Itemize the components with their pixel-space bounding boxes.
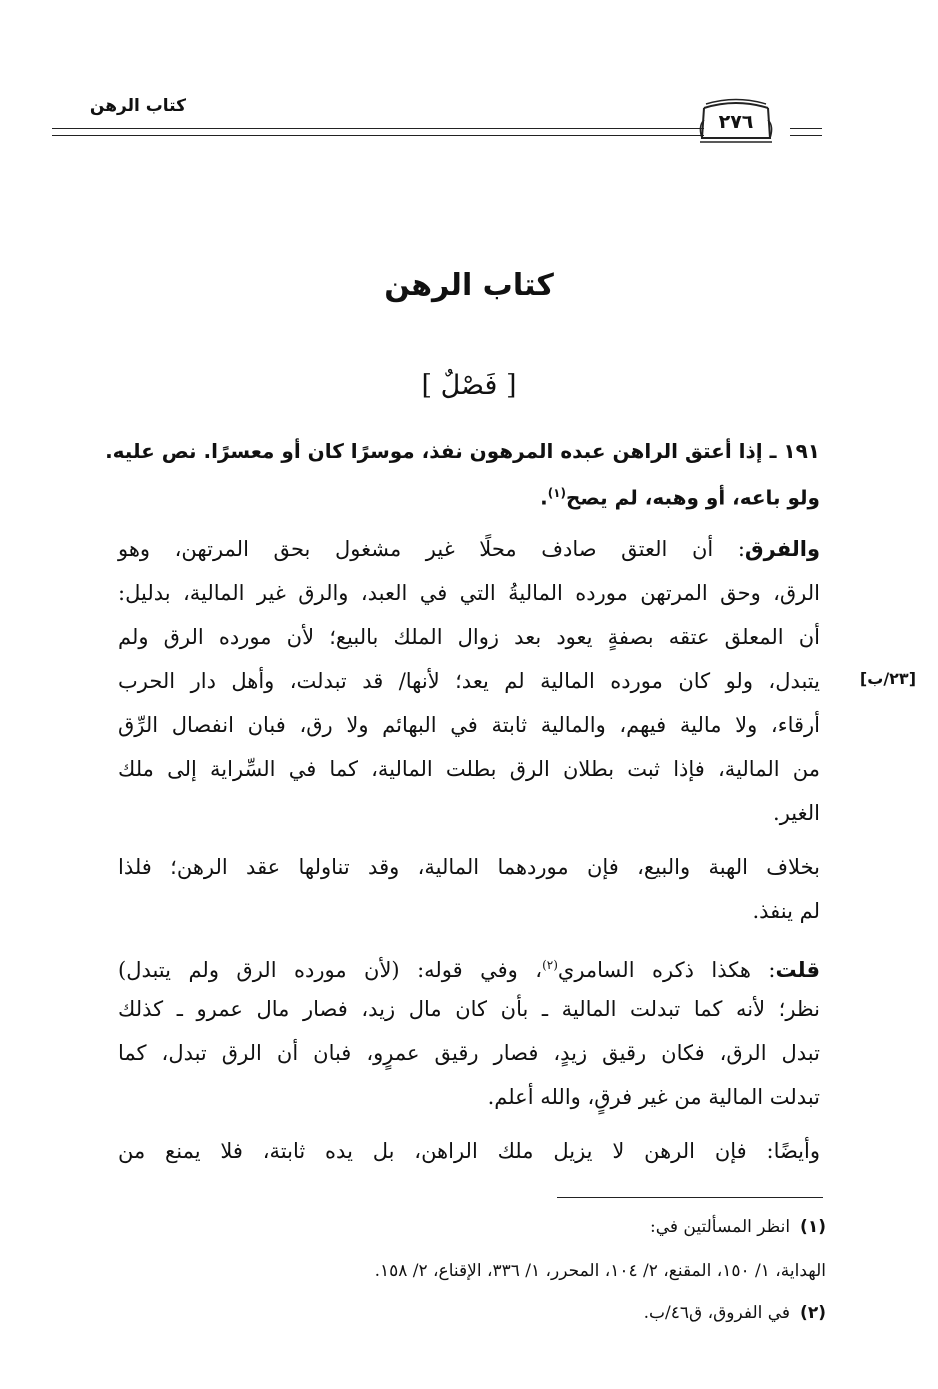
farq-line-6: من المالية، فإذا ثبت بطلان الرق بطلت المالية، كما في السِّراية إلى ملك xyxy=(118,757,820,781)
aydan-line-1: وأيضًا: فإن الرهن لا يزيل ملك الراهن، بل يده ثابتة، فلا يمنع من xyxy=(118,1139,820,1163)
khilaf-line-1: بخلاف الهبة والبيع، فإن موردهما المالية، وقد تناولها عقد الرهن؛ فلذا xyxy=(118,855,820,879)
header-rule-right-top xyxy=(790,128,822,129)
footnote-ref-1: (١) xyxy=(547,486,566,500)
footnote-2-number: (٢) xyxy=(800,1303,826,1323)
footnote-1 xyxy=(650,1214,826,1240)
section-heading: [ فَصْلٌ ] xyxy=(421,370,517,401)
footnote-separator xyxy=(557,1197,823,1198)
page-number: ٢٧٦ xyxy=(718,111,754,133)
header-rule-bottom xyxy=(52,135,704,136)
qult-line-1a: : هكذا ذكره السامري xyxy=(557,958,776,982)
qult-line-1 xyxy=(118,950,820,985)
farq-line-7: الغير. xyxy=(773,801,820,825)
farq-line-4: يتبدل، ولو كان مورده المالية لم يعد؛ لأنها/ قد تبدلت، وأهل دار الحرب xyxy=(118,669,820,693)
farq-line-3: أن المعلق عتقه بصفةٍ يعود بعد زوال الملك بالبيع؛ لأن مورده الرق ولم xyxy=(118,625,820,649)
chapter-title: كتاب الرهن xyxy=(384,268,554,303)
qult-line-3: تبدل الرق، فكان رقيق زيدٍ، فصار رقيق عمرٍو، فبان أن الرق تبدل، كما xyxy=(118,1041,820,1065)
qult-line-4: تبدلت المالية من غير فرقٍ، والله أعلم. xyxy=(487,1085,820,1109)
issue-line-1: ١٩١ ـ إذا أعتق الراهن عبده المرهون نفذ، موسرًا كان أو معسرًا. نص عليه. xyxy=(105,439,820,463)
qult-line-1b: ، وفي قوله: (لأن مورده الرق ولم يتبدل) xyxy=(118,958,543,982)
footnote-1-number: (١) xyxy=(800,1217,826,1237)
issue-line-2 xyxy=(118,478,820,513)
issue-line-2-text: ولو باعه، أو وهبه، لم يصح xyxy=(565,485,820,510)
farq-line-5: أرقاء، ولا مالية فيهم، والمالية ثابتة في البهائم ولا رق، فبان انفصال الرِّق xyxy=(118,713,820,737)
header-rule-right-bottom xyxy=(790,135,822,136)
farq-line-1-text: : أن العتق صادف محلًا غير مشغول بحق المرتهن، وهو xyxy=(118,537,745,561)
footnote-1-sources xyxy=(375,1258,826,1284)
footnote-2-text: في الفروق، ق٤٦/ب. xyxy=(643,1303,791,1323)
issue-line-2-end: . xyxy=(540,485,548,510)
footnote-2 xyxy=(644,1300,826,1326)
footnote-ref-2: (٢) xyxy=(542,958,558,972)
farq-line-1 xyxy=(118,534,820,564)
page-number-badge xyxy=(694,96,778,146)
qult-keyword: قلت xyxy=(775,958,820,982)
qult-line-2: نظر؛ لأنه كما تبدلت المالية ـ بأن كان مال زيد، فصار مال عمرو ـ كذلك xyxy=(118,997,820,1021)
farq-line-2: الرق، وحق المرتهن مورده الماليةُ التي في العبد، والرق غير المالية، بدليل: xyxy=(118,581,820,605)
footnote-1-text: انظر المسألتين في: xyxy=(649,1217,791,1237)
khilaf-line-2: لم ينفذ. xyxy=(752,899,820,923)
footnote-1-sources-text: الهداية، ١/ ١٥٠، المقنع، ٢/ ١٠٤، المحرر، ١/ ٣٣٦، الإقناع، ٢/ ١٥٨. xyxy=(374,1261,826,1281)
header-rule-top xyxy=(52,128,704,129)
farq-keyword: والفرق xyxy=(744,537,820,561)
running-title: كتاب الرهن xyxy=(89,96,186,116)
margin-folio-note: [٢٣/ب] xyxy=(859,669,916,688)
